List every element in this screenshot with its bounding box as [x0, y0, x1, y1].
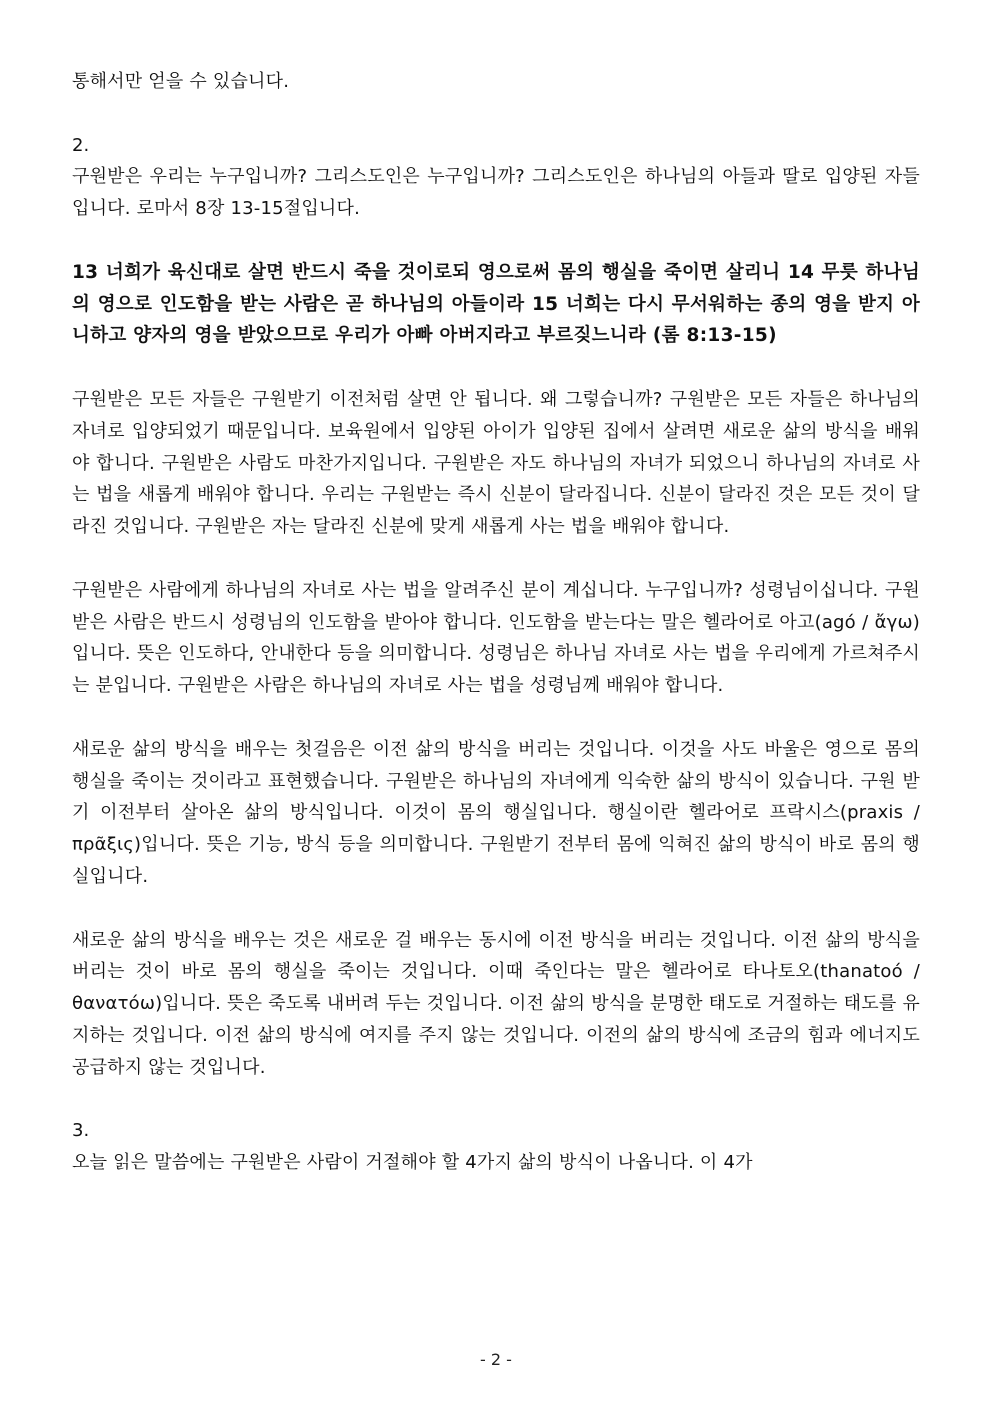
section2-paragraph-4: 새로운 삶의 방식을 배우는 것은 새로운 걸 배우는 동시에 이전 방식을 버리는 것입니다. 이전 삶의 방식을 버리는 것이 바로 몸의 행실을 죽이는 것입니다. 이때 죽인다는 말은 헬라어로 타나토오(thanatoó / θανατόω)입니다. 뜻은 죽도록 내버려 두는 것입니다. 이전 삶의 방식을 분명한 태도로 거절하는 태도를 유지하는 것입니다. 이전 삶의 방식에 여지를 주지 않는 것입니다. 이전의 삶의 방식에 조금의 힘과 에너지도 공급하지 않는 것입니다. — [72, 929, 920, 1078]
section2-paragraph-1: 구원받은 모든 자들은 구원받기 이전처럼 살면 안 됩니다. 왜 그렇습니까? 구원받은 모든 자들은 하나님의 자녀로 입양되었기 때문입니다. 보육원에서 입양된 아이가 입양된 집에서 살려면 새로운 삶의 방식을 배워야 합니다. 구원받은 사람도 마찬가지입니다. 구원받은 자도 하나님의 자녀가 되었으니 하나님의 자녀로 사는 법을 새롭게 배워야 합니다. 우리는 구원받는 즉시 신분이 달라집니다. 신분이 달라진 것은 모든 것이 달라진 것입니다. 구원받은 자는 달라진 신분에 맞게 새롭게 사는 법을 배워야 합니다. — [72, 388, 920, 538]
spacer — [72, 352, 920, 384]
document-body — [72, 66, 920, 1179]
scripture-quote: 13 너희가 육신대로 살면 반드시 죽을 것이로되 영으로써 몸의 행실을 죽이면 살리니 14 무릇 하나님의 영으로 인도함을 받는 사람은 곧 하나님의 아들이라 15 너희는 다시 무서워하는 종의 영을 받지 아니하고 양자의 영을 받았으므로 우리가 아빠 아버지라고 부르짖느니라 (롬 8:13-15) — [72, 261, 920, 347]
spacer — [72, 98, 920, 130]
section2-intro-paragraph: 구원받은 우리는 누구입니까? 그리스도인은 누구입니까? 그리스도인은 하나님의 아들과 딸로 입양된 자들입니다. 로마서 8장 13-15절입니다. — [72, 166, 920, 220]
spacer — [72, 1084, 920, 1116]
section2-paragraph-3: 새로운 삶의 방식을 배우는 첫걸음은 이전 삶의 방식을 버리는 것입니다. 이것을 사도 바울은 영으로 몸의 행실을 죽이는 것이라고 표현했습니다. 구원받은 하나님의 자녀에게 익숙한 삶의 방식이 있습니다. 구원 받기 이전부터 살아온 삶의 방식입니다. 이것이 몸의 행실입니다. 행실이란 헬라어로 프락시스(praxis / πρᾶξις)입니다. 뜻은 기능, 방식 등을 의미합니다. 구원받기 전부터 몸에 익혀진 삶의 방식이 바로 몸의 행실입니다. — [72, 738, 920, 887]
intro-tail-paragraph: 통해서만 얻을 수 있습니다. — [72, 71, 290, 92]
section-number-3: 3. — [72, 1120, 90, 1142]
section3-intro-paragraph: 오늘 읽은 말씀에는 구원받은 사람이 거절해야 할 4가지 삶의 방식이 나옵니다. 이 4가 — [72, 1152, 753, 1174]
spacer — [72, 702, 920, 734]
section2-paragraph-2: 구원받은 사람에게 하나님의 자녀로 사는 법을 알려주신 분이 계십니다. 누구입니까? 성령님이십니다. 구원받은 사람은 반드시 성령님의 인도함을 받아야 합니다. 인도함을 받는다는 말은 헬라어로 아고(agó / ἄγω)입니다. 뜻은 인도하다, 안내한다 등을 의미합니다. 성령님은 하나님 자녀로 사는 법을 우리에게 가르쳐주시는 분입니다. 구원받은 사람은 하나님의 자녀로 사는 법을 성령님께 배워야 합니다. — [72, 579, 920, 697]
spacer — [72, 543, 920, 575]
page-number: - 2 - — [480, 1350, 512, 1369]
spacer — [72, 225, 920, 257]
section-number-2: 2. — [72, 134, 90, 156]
spacer — [72, 893, 920, 925]
